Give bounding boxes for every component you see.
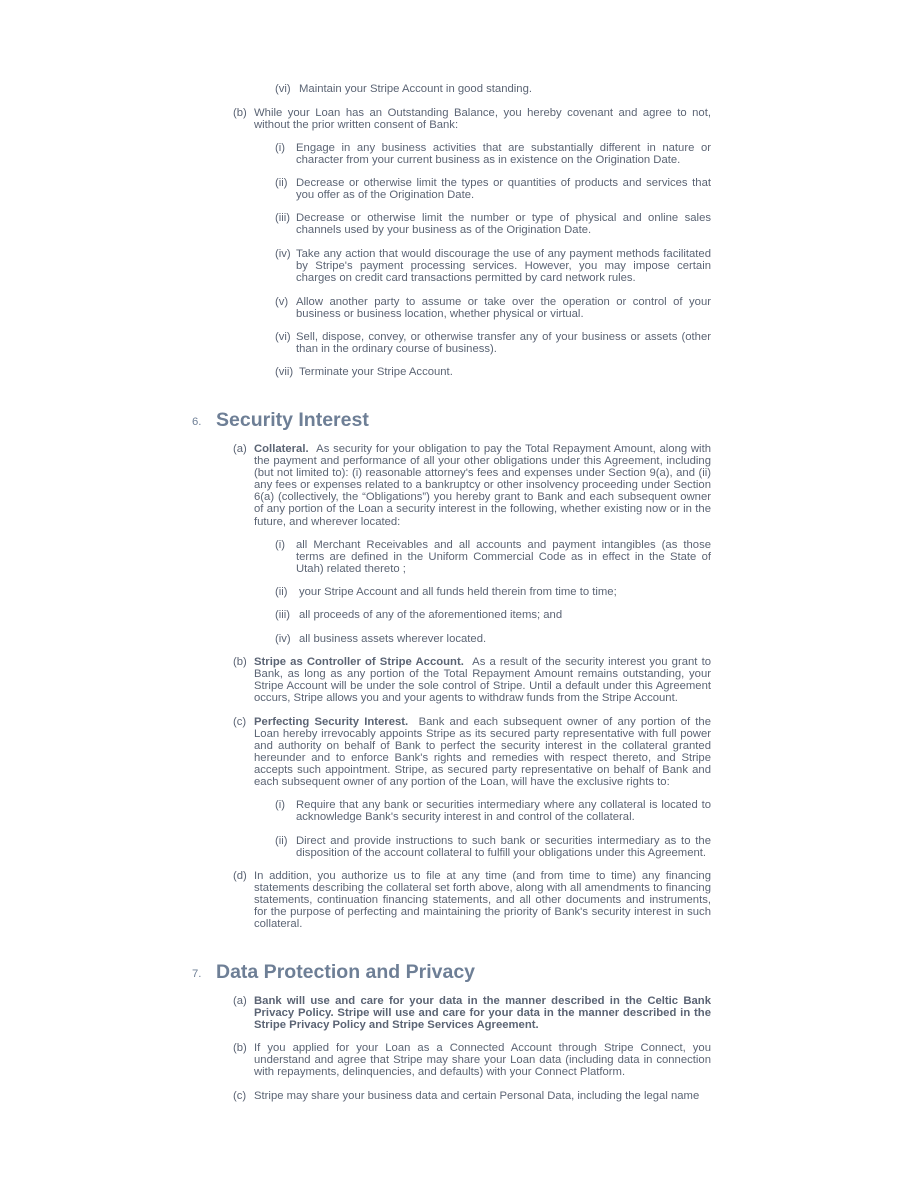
item-text: Take any action that would discourage the use of any payment methods facilitated by Stripe's payment processing services. However, you may impose certain charges on credit card transactions permitted by card network rules. [296,248,711,285]
item-text: Direct and provide instructions to such bank or securities intermediary as to the disposition of the account collateral to fulfill your obligations under this Agreement. [296,835,711,860]
item-number: (v) [275,296,289,308]
clause-label: (a) [233,995,247,1007]
item-text: Allow another party to assume or take over the operation or control of your business or business location, whether physical or virtual. [296,296,711,321]
clause-label: (d) [233,870,247,882]
section-heading: Data Protection and Privacy [216,961,476,983]
item-text: Terminate your Stripe Account. [299,366,453,378]
item-number: (vii) [275,366,294,378]
item-text: Decrease or otherwise limit the types or quantities of products and services that you offer as of the Origination Date. [296,177,711,202]
item-text: Require that any bank or securities intermediary where any collateral is located to acknowledge Bank's security interest in and control of the collateral. [296,799,711,824]
clause-text: In addition, you authorize us to file at any time (and from time to time) any financing statements describing the collateral set forth above, along with all amendments to financing statements, continuation financing statements, and all other documents and instruments, for the purpose of perfecting and maintaining the priority of Bank's security interest in such collateral. [254,870,711,931]
item-text: all proceeds of any of the aforementioned items; and [299,609,563,621]
item-number: (ii) [275,586,288,598]
clause-text [254,443,711,528]
clause-label: (c) [233,1090,247,1102]
clause-title: Perfecting Security Interest. [254,716,409,728]
clause-title: Stripe as Controller of Stripe Account. [254,656,464,668]
item-text: Sell, dispose, convey, or otherwise transfer any of your business or assets (other than in the ordinary course of business). [296,331,711,356]
clause-label: (a) [233,443,247,455]
clause-text: While your Loan has an Outstanding Balance, you hereby covenant and agree to not, without the prior written consent of Bank: [254,107,711,132]
item-number: (i) [275,539,286,551]
clause-label: (c) [233,716,247,728]
item-number: (iii) [275,609,291,621]
clause-label: (b) [233,107,247,119]
clause-text: Stripe may share your business data and certain Personal Data, including the legal name [254,1090,700,1102]
item-text: all Merchant Receivables and all accounts and payment intangibles (as those terms are defined in the Uniform Commercial Code as in effect in the State of Utah) related thereto ; [296,539,711,576]
item-number: (i) [275,142,286,154]
item-number: (vi) [275,331,291,343]
clause-label: (b) [233,1042,247,1054]
item-text: Maintain your Stripe Account in good standing. [299,83,532,95]
clause-text [254,656,711,704]
clause-body: As security for your obligation to pay the Total Repayment Amount, along with the payment and performance of all your other obligations under this Agreement, including (but not limited to): (i) reasonable attorney's fees and expenses under Section 9(a), and (ii) any fees or expenses related to a bankruptcy or other insolvency proceeding under Section 6(a) (collectively, the “Obligations”) you hereby grant to Bank and each subsequent owner of any portion of the Loan a security interest in the following, whether existing now or in the future, and wherever located: [254,443,711,528]
section-number: 6. [192,416,202,428]
item-number: (ii) [275,835,288,847]
clause-text [254,716,711,789]
clause-title: Bank will use and care for your data in the manner described in the Celtic Bank Privacy Policy. Stripe will use and care for your data in the manner described in the Stripe Privacy Policy and Stripe Services Agreement. [254,995,711,1032]
section-number: 7. [192,968,202,980]
clause-text [254,995,711,1031]
clause-body: Bank and each subsequent owner of any portion of the Loan hereby irrevocably appoints Stripe as its secured party representative with full power and authority on behalf of Bank to perfect the security interest in the collateral granted hereunder and to enforce Bank's rights and remedies with respect thereto, and Stripe accepts such appointment. Stripe, as secured party representative on behalf of Bank and each subsequent owner of any portion of the Loan, will have the exclusive rights to: [254,716,711,789]
clause-title: Collateral. [254,443,309,455]
item-text: Decrease or otherwise limit the number or type of physical and online sales channels used by your business as of the Origination Date. [296,212,711,237]
clause-body: As a result of the security interest you grant to Bank, as long as any portion of the Total Repayment Amount remains outstanding, your Stripe Account will be under the sole control of Stripe. Until a default under this Agreement occurs, Stripe allows you and your agents to withdraw funds from the Stripe Account. [254,656,711,705]
item-number: (i) [275,799,286,811]
item-text: your Stripe Account and all funds held therein from time to time; [299,586,617,598]
item-number: (iii) [275,212,291,224]
item-text: all business assets wherever located. [299,633,487,645]
item-number: (iv) [275,248,291,260]
item-number: (vi) [275,83,291,95]
item-text: Engage in any business activities that are substantially different in nature or character from your current business as in existence on the Origination Date. [296,142,711,167]
clause-text: If you applied for your Loan as a Connected Account through Stripe Connect, you understand and agree that Stripe may share your Loan data (including data in connection with repayments, delinquencies, and defaults) with your Connect Platform. [254,1042,711,1079]
section-heading: Security Interest [216,409,369,431]
item-number: (ii) [275,177,288,189]
item-number: (iv) [275,633,291,645]
clause-label: (b) [233,656,247,668]
